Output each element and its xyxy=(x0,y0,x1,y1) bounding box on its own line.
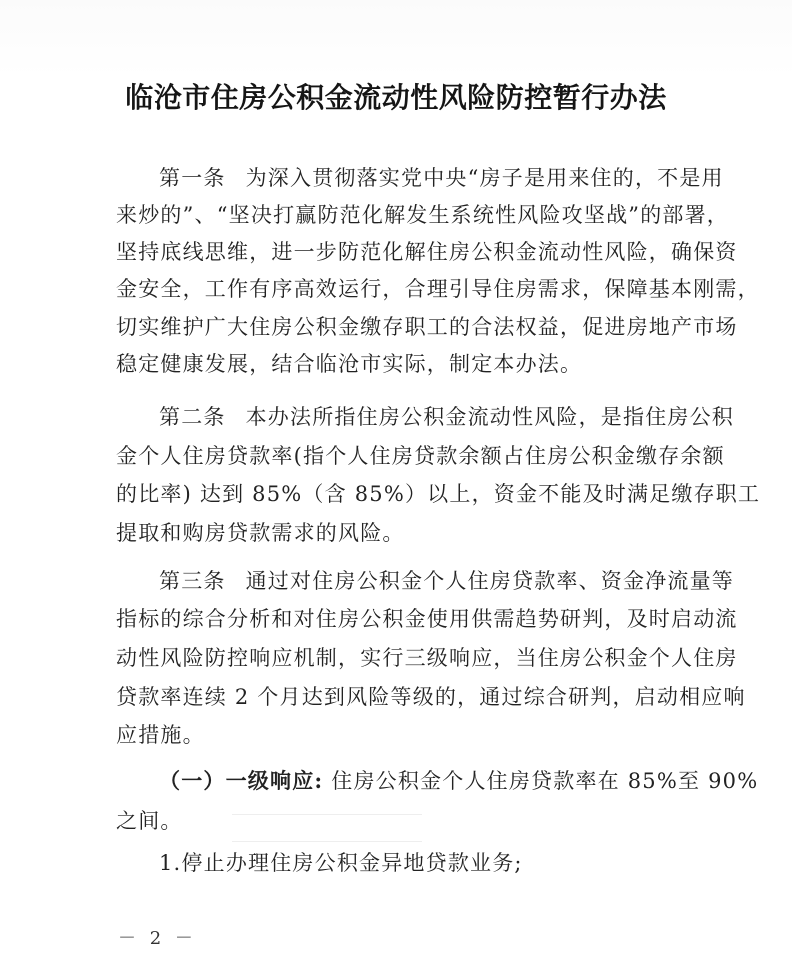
page-number: － 2 － xyxy=(118,928,197,949)
article-2-text-1: 本办法所指住房公积金流动性风险，是指住房公积 xyxy=(245,405,735,429)
article-3-line-4: 贷款率连续 2 个月达到风险等级的，通过综合研判，启动相应响 xyxy=(116,685,746,709)
article-3-text-1: 通过对住房公积金个人住房贷款率、资金净流量等 xyxy=(245,569,735,593)
response-1-line-1 xyxy=(159,766,758,796)
article-2-line-2: 金个人住房贷款率(指个人住房贷款余额占住房公积金缴存余额 xyxy=(116,444,725,468)
article-2-line-1 xyxy=(159,402,734,432)
article-3-label: 第三条 xyxy=(159,569,226,593)
article-2-line-3: 的比率) 达到 85%（含 85%）以上，资金不能及时满足缴存职工 xyxy=(116,482,761,506)
response-1-heading: （一）一级响应: xyxy=(159,768,324,793)
article-2-line-4: 提取和购房贷款需求的风险。 xyxy=(116,521,405,545)
article-3-line-2: 指标的综合分析和对住房公积金使用供需趋势研判，及时启动流 xyxy=(116,607,738,631)
response-1-text: 住房公积金个人住房贷款率在 85%至 90% xyxy=(331,769,759,793)
article-1-line-2: 来炒的”、“坚决打赢防范化解发生系统性风险攻坚战”的部署， xyxy=(116,203,730,227)
item-1-line: 1.停止办理住房公积金异地贷款业务; xyxy=(159,851,523,875)
article-1-line-1 xyxy=(159,163,724,193)
article-3-line-5: 应措施。 xyxy=(116,723,205,747)
article-1-line-6: 稳定健康发展，结合临沧市实际，制定本办法。 xyxy=(116,352,583,376)
response-1-line-2: 之间。 xyxy=(116,809,183,833)
faint-stamp-mark xyxy=(232,814,422,842)
article-1-line-5: 切实维护广大住房公积金缴存职工的合法权益，促进房地产市场 xyxy=(116,315,738,339)
article-1-line-3: 坚持底线思维，进一步防范化解住房公积金流动性风险，确保资 xyxy=(116,240,738,264)
article-1-text-1: 为深入贯彻落实党中央“房子是用来住的，不是用 xyxy=(245,166,724,190)
article-1-line-4: 金安全，工作有序高效运行，合理引导住房需求，保障基本刚需， xyxy=(116,277,760,301)
document-title: 临沧市住房公积金流动性风险防控暂行办法 xyxy=(125,81,667,114)
article-3-line-1 xyxy=(159,566,734,596)
article-3-line-3: 动性风险防控响应机制，实行三级响应，当住房公积金个人住房 xyxy=(116,646,738,670)
article-1-label: 第一条 xyxy=(159,166,226,190)
article-2-label: 第二条 xyxy=(159,405,226,429)
